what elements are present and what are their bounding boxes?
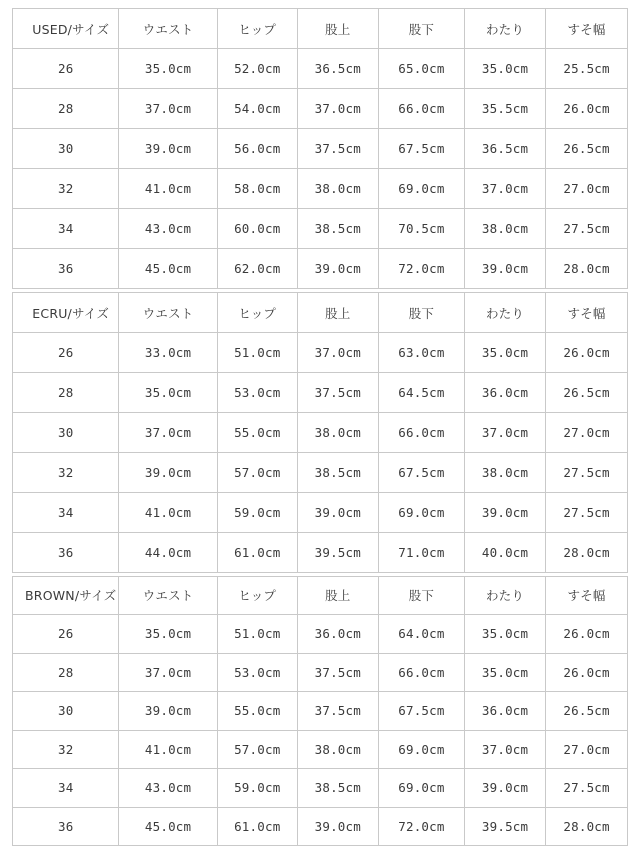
cell-thigh: 37.0cm	[464, 169, 545, 209]
header-cell-inseam: 股下	[378, 576, 464, 615]
cell-thigh: 37.0cm	[464, 413, 545, 453]
cell-waist: 39.0cm	[119, 692, 217, 731]
table-row	[13, 209, 628, 249]
cell-waist: 37.0cm	[119, 89, 217, 129]
cell-inseam: 67.5cm	[378, 692, 464, 731]
cell-hem: 27.5cm	[546, 769, 628, 808]
cell-thigh: 39.0cm	[464, 249, 545, 289]
cell-waist: 35.0cm	[119, 373, 217, 413]
cell-size: 28	[13, 653, 119, 692]
header-cell-inseam: 股下	[378, 9, 464, 49]
cell-inseam: 71.0cm	[378, 533, 464, 573]
cell-thigh: 36.5cm	[464, 129, 545, 169]
cell-thigh: 38.0cm	[464, 453, 545, 493]
cell-thigh: 39.0cm	[464, 769, 545, 808]
cell-hip: 54.0cm	[217, 89, 297, 129]
cell-rise: 37.5cm	[297, 129, 378, 169]
cell-inseam: 69.0cm	[378, 730, 464, 769]
cell-hip: 51.0cm	[217, 615, 297, 654]
cell-thigh: 35.0cm	[464, 615, 545, 654]
cell-waist: 41.0cm	[119, 169, 217, 209]
cell-hip: 59.0cm	[217, 493, 297, 533]
size-table-used	[12, 8, 628, 289]
cell-waist: 43.0cm	[119, 209, 217, 249]
table-row	[13, 653, 628, 692]
cell-waist: 39.0cm	[119, 453, 217, 493]
table-row	[13, 249, 628, 289]
header-cell-rise: 股上	[297, 9, 378, 49]
cell-hip: 56.0cm	[217, 129, 297, 169]
cell-hem: 26.5cm	[546, 129, 628, 169]
cell-hip: 53.0cm	[217, 373, 297, 413]
cell-rise: 38.5cm	[297, 453, 378, 493]
cell-size: 28	[13, 373, 119, 413]
cell-inseam: 67.5cm	[378, 129, 464, 169]
cell-hip: 60.0cm	[217, 209, 297, 249]
header-cell-waist: ウエスト	[119, 9, 217, 49]
cell-thigh: 36.0cm	[464, 692, 545, 731]
cell-size: 32	[13, 730, 119, 769]
cell-hem: 26.0cm	[546, 653, 628, 692]
table-row	[13, 413, 628, 453]
table-row	[13, 807, 628, 846]
cell-hip: 61.0cm	[217, 807, 297, 846]
cell-size: 30	[13, 413, 119, 453]
cell-thigh: 39.0cm	[464, 493, 545, 533]
cell-hem: 27.0cm	[546, 169, 628, 209]
cell-hip: 62.0cm	[217, 249, 297, 289]
header-cell-rise: 股上	[297, 576, 378, 615]
cell-waist: 35.0cm	[119, 615, 217, 654]
header-cell-inseam: 股下	[378, 293, 464, 333]
cell-hip: 59.0cm	[217, 769, 297, 808]
cell-inseam: 66.0cm	[378, 413, 464, 453]
cell-rise: 36.0cm	[297, 615, 378, 654]
cell-inseam: 69.0cm	[378, 769, 464, 808]
cell-waist: 43.0cm	[119, 769, 217, 808]
table-row	[13, 49, 628, 89]
cell-inseam: 66.0cm	[378, 89, 464, 129]
cell-size: 36	[13, 807, 119, 846]
cell-waist: 35.0cm	[119, 49, 217, 89]
cell-size: 34	[13, 493, 119, 533]
cell-inseam: 72.0cm	[378, 249, 464, 289]
header-cell-hem: すそ幅	[546, 293, 628, 333]
cell-hem: 27.5cm	[546, 493, 628, 533]
header-cell-thigh: わたり	[464, 293, 545, 333]
cell-hem: 28.0cm	[546, 807, 628, 846]
table-row	[13, 333, 628, 373]
table-row	[13, 453, 628, 493]
cell-size: 26	[13, 333, 119, 373]
cell-inseam: 65.0cm	[378, 49, 464, 89]
header-cell-hip: ヒップ	[217, 9, 297, 49]
cell-hip: 58.0cm	[217, 169, 297, 209]
cell-rise: 38.5cm	[297, 769, 378, 808]
size-table-ecru	[12, 292, 628, 573]
cell-rise: 37.0cm	[297, 333, 378, 373]
table-header-row	[13, 293, 628, 333]
cell-size: 26	[13, 615, 119, 654]
table-header-row	[13, 576, 628, 615]
header-cell-hip: ヒップ	[217, 293, 297, 333]
cell-hem: 25.5cm	[546, 49, 628, 89]
cell-waist: 33.0cm	[119, 333, 217, 373]
cell-hip: 51.0cm	[217, 333, 297, 373]
cell-size: 28	[13, 89, 119, 129]
cell-thigh: 35.0cm	[464, 653, 545, 692]
table-row	[13, 89, 628, 129]
cell-size: 36	[13, 249, 119, 289]
cell-thigh: 37.0cm	[464, 730, 545, 769]
cell-hem: 26.5cm	[546, 373, 628, 413]
header-cell-hem: すそ幅	[546, 9, 628, 49]
cell-hem: 26.0cm	[546, 333, 628, 373]
cell-hem: 27.0cm	[546, 730, 628, 769]
cell-rise: 37.5cm	[297, 373, 378, 413]
table-row	[13, 493, 628, 533]
cell-rise: 37.5cm	[297, 692, 378, 731]
cell-size: 30	[13, 692, 119, 731]
cell-hip: 52.0cm	[217, 49, 297, 89]
cell-thigh: 35.0cm	[464, 333, 545, 373]
cell-waist: 41.0cm	[119, 730, 217, 769]
header-cell-rise: 股上	[297, 293, 378, 333]
cell-thigh: 35.0cm	[464, 49, 545, 89]
cell-size: 34	[13, 769, 119, 808]
table-row	[13, 769, 628, 808]
size-table-brown	[12, 576, 628, 847]
table-row	[13, 129, 628, 169]
cell-hip: 57.0cm	[217, 453, 297, 493]
cell-size: 30	[13, 129, 119, 169]
cell-rise: 39.0cm	[297, 249, 378, 289]
header-cell-waist: ウエスト	[119, 293, 217, 333]
cell-inseam: 63.0cm	[378, 333, 464, 373]
header-cell-waist: ウエスト	[119, 576, 217, 615]
cell-waist: 45.0cm	[119, 249, 217, 289]
header-cell-category: ECRU/サイズ	[13, 293, 119, 333]
cell-waist: 41.0cm	[119, 493, 217, 533]
cell-thigh: 39.5cm	[464, 807, 545, 846]
cell-thigh: 35.5cm	[464, 89, 545, 129]
cell-hem: 26.0cm	[546, 615, 628, 654]
cell-hip: 61.0cm	[217, 533, 297, 573]
cell-waist: 37.0cm	[119, 413, 217, 453]
cell-rise: 38.5cm	[297, 209, 378, 249]
cell-rise: 37.0cm	[297, 89, 378, 129]
cell-rise: 37.5cm	[297, 653, 378, 692]
cell-rise: 39.0cm	[297, 807, 378, 846]
cell-inseam: 72.0cm	[378, 807, 464, 846]
cell-thigh: 36.0cm	[464, 373, 545, 413]
header-cell-thigh: わたり	[464, 576, 545, 615]
cell-waist: 39.0cm	[119, 129, 217, 169]
cell-waist: 37.0cm	[119, 653, 217, 692]
header-cell-hem: すそ幅	[546, 576, 628, 615]
cell-hip: 55.0cm	[217, 692, 297, 731]
cell-hem: 26.0cm	[546, 89, 628, 129]
cell-waist: 45.0cm	[119, 807, 217, 846]
cell-hem: 27.5cm	[546, 209, 628, 249]
cell-inseam: 70.5cm	[378, 209, 464, 249]
table-row	[13, 615, 628, 654]
cell-inseam: 69.0cm	[378, 169, 464, 209]
cell-hip: 55.0cm	[217, 413, 297, 453]
cell-rise: 39.5cm	[297, 533, 378, 573]
cell-rise: 38.0cm	[297, 169, 378, 209]
cell-rise: 36.5cm	[297, 49, 378, 89]
cell-inseam: 69.0cm	[378, 493, 464, 533]
cell-hem: 28.0cm	[546, 249, 628, 289]
cell-size: 34	[13, 209, 119, 249]
cell-size: 32	[13, 169, 119, 209]
table-header-row	[13, 9, 628, 49]
header-cell-thigh: わたり	[464, 9, 545, 49]
table-row	[13, 692, 628, 731]
header-cell-category: BROWN/サイズ	[13, 576, 119, 615]
cell-waist: 44.0cm	[119, 533, 217, 573]
cell-thigh: 38.0cm	[464, 209, 545, 249]
cell-size: 26	[13, 49, 119, 89]
cell-hem: 26.5cm	[546, 692, 628, 731]
cell-rise: 38.0cm	[297, 730, 378, 769]
cell-inseam: 64.0cm	[378, 615, 464, 654]
cell-size: 32	[13, 453, 119, 493]
cell-inseam: 67.5cm	[378, 453, 464, 493]
table-row	[13, 373, 628, 413]
cell-rise: 38.0cm	[297, 413, 378, 453]
cell-hem: 28.0cm	[546, 533, 628, 573]
cell-rise: 39.0cm	[297, 493, 378, 533]
cell-hip: 53.0cm	[217, 653, 297, 692]
cell-inseam: 66.0cm	[378, 653, 464, 692]
header-cell-category: USED/サイズ	[13, 9, 119, 49]
table-row	[13, 169, 628, 209]
header-cell-hip: ヒップ	[217, 576, 297, 615]
cell-thigh: 40.0cm	[464, 533, 545, 573]
table-row	[13, 730, 628, 769]
cell-hip: 57.0cm	[217, 730, 297, 769]
cell-inseam: 64.5cm	[378, 373, 464, 413]
table-row	[13, 533, 628, 573]
cell-size: 36	[13, 533, 119, 573]
cell-hem: 27.0cm	[546, 413, 628, 453]
cell-hem: 27.5cm	[546, 453, 628, 493]
